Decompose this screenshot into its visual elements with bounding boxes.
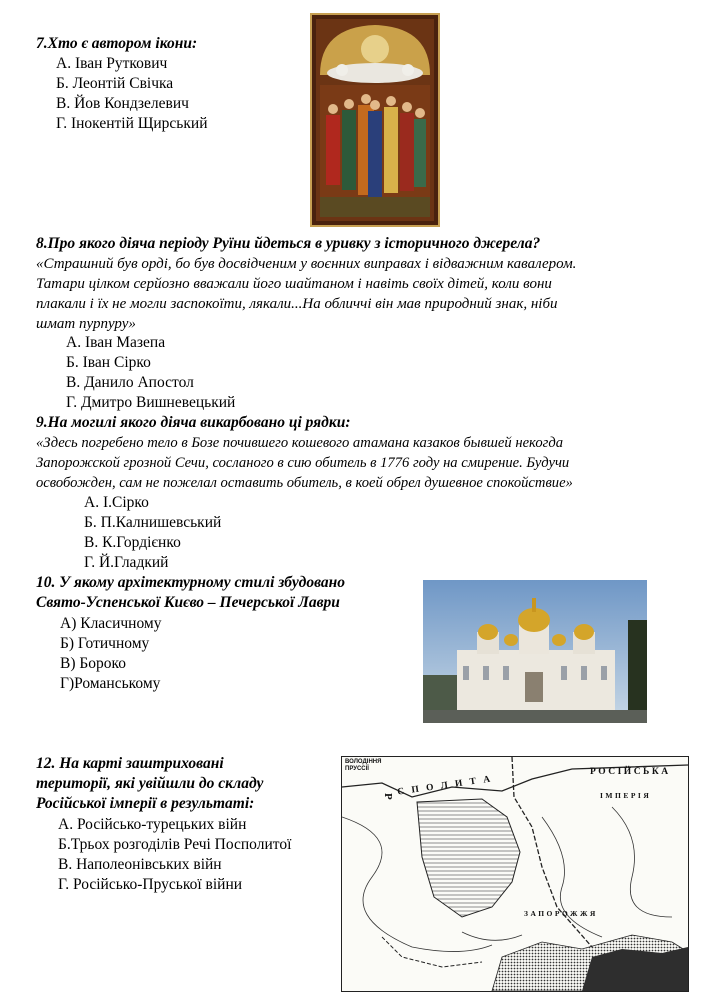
q9-option-b[interactable]: Б. П.Калнишевський xyxy=(84,514,222,531)
map-label-polity: С П О Л И Т А xyxy=(396,774,494,798)
map-label-empire: ІМПЕРІЯ xyxy=(600,791,652,800)
q12-option-b[interactable]: Б.Трьох розгоділів Речі Посполитої xyxy=(58,836,292,853)
map-label-rech: Р xyxy=(382,793,394,803)
q9-option-d[interactable]: Г. Й.Гладкий xyxy=(84,554,169,571)
q10-option-b[interactable]: Б) Готичному xyxy=(60,635,150,652)
q10-question-line-1: 10. У якому архітектурному стилі збудовано xyxy=(36,574,346,591)
q8-option-c[interactable]: В. Данило Апостол xyxy=(66,374,194,391)
q8-quote-line-3: плакали і їх не могли заспокоїти, лякали...На обличчі він мав природний знак, ніби xyxy=(36,296,558,312)
q8-option-d[interactable]: Г. Дмитро Вишневецький xyxy=(66,394,236,411)
q8-quote-line-2: Татари цілком серйозно вважали його шайтаном і навіть своїх дітей, коли вони xyxy=(36,276,552,292)
q8-option-a[interactable]: А. Іван Мазепа xyxy=(66,334,166,351)
map-label-zaporozhia: ЗАПОРОЖЖЯ xyxy=(524,909,598,918)
q9-option-a[interactable]: А. І.Сірко xyxy=(84,494,149,511)
q7-option-d[interactable]: Г. Інокентій Щирський xyxy=(56,115,208,132)
q9-question: 9.На могилі якого діяча викарбовано ці рядки: xyxy=(36,414,351,431)
q12-question-line-3: Російської імперії в результаті: xyxy=(36,795,255,812)
q9-quote-line-1: «Здесь погребено тело в Бозе почившего кошевого атамана казаков бывшей некогда xyxy=(36,435,563,451)
q7-option-b[interactable]: Б. Леонтій Свічка xyxy=(56,75,174,92)
q8-quote xyxy=(36,254,576,334)
q10-question xyxy=(36,573,345,613)
q8-quote-line-1: «Страшний був орді, бо був досвідченим у воєнних виправах і відважним кавалером. xyxy=(36,256,577,272)
historical-map xyxy=(341,756,689,992)
q7-option-a[interactable]: А. Іван Руткович xyxy=(56,55,168,72)
q12-question-line-1: 12. На карті заштриховані xyxy=(36,755,224,772)
q10-option-a[interactable]: А) Класичному xyxy=(60,615,162,632)
q9-options xyxy=(84,493,221,573)
q9-quote xyxy=(36,433,573,493)
q9-quote-line-2: Запорожской грозной Сечи, сосланого в сию обитель в 1776 году на смирение. Будучи xyxy=(36,455,570,471)
icon-painting-image xyxy=(310,13,440,227)
icon-painting-graphic xyxy=(312,15,438,225)
q12-options xyxy=(58,815,291,895)
q12-option-d[interactable]: Г. Російсько-Пруської війни xyxy=(58,876,243,893)
q8-options xyxy=(66,333,235,413)
q8-option-b[interactable]: Б. Іван Сірко xyxy=(66,354,151,371)
q12-option-c[interactable]: В. Наполеонівських війн xyxy=(58,856,222,873)
q10-options xyxy=(60,614,161,694)
q9-option-c[interactable]: В. К.Гордієнко xyxy=(84,534,181,551)
q9-quote-line-3: освобожден, сам не пожелал оставить обитель, в коей обрел душевное спокойствие» xyxy=(36,475,573,491)
map-label-prussia: ВОЛОДІННЯ ПРУССІЇ xyxy=(345,759,382,772)
q7-question: 7.Хто є автором ікони: xyxy=(36,35,198,52)
lavra-cathedral-graphic xyxy=(423,580,647,723)
q8-question: 8.Про якого діяча періоду Руїни йдеться в уривку з історичного джерела? xyxy=(36,235,541,252)
q12-option-a[interactable]: А. Російсько-турецьких війн xyxy=(58,816,247,833)
q10-question-line-2: Свято-Успенської Києво – Печерської Лаври xyxy=(36,594,340,611)
q12-question-line-2: території, які увійшли до складу xyxy=(36,775,264,792)
map-label-russia: РОСІЙСЬКА xyxy=(590,767,671,777)
q7-options xyxy=(56,54,208,134)
q7-option-c[interactable]: В. Йов Кондзелевич xyxy=(56,95,189,112)
q10-option-d[interactable]: Г)Романському xyxy=(60,675,161,692)
q10-option-c[interactable]: В) Бороко xyxy=(60,655,127,672)
q8-quote-line-4: шмат пурпуру» xyxy=(36,316,136,332)
q12-question xyxy=(36,754,263,814)
lavra-cathedral-photo xyxy=(423,580,647,723)
